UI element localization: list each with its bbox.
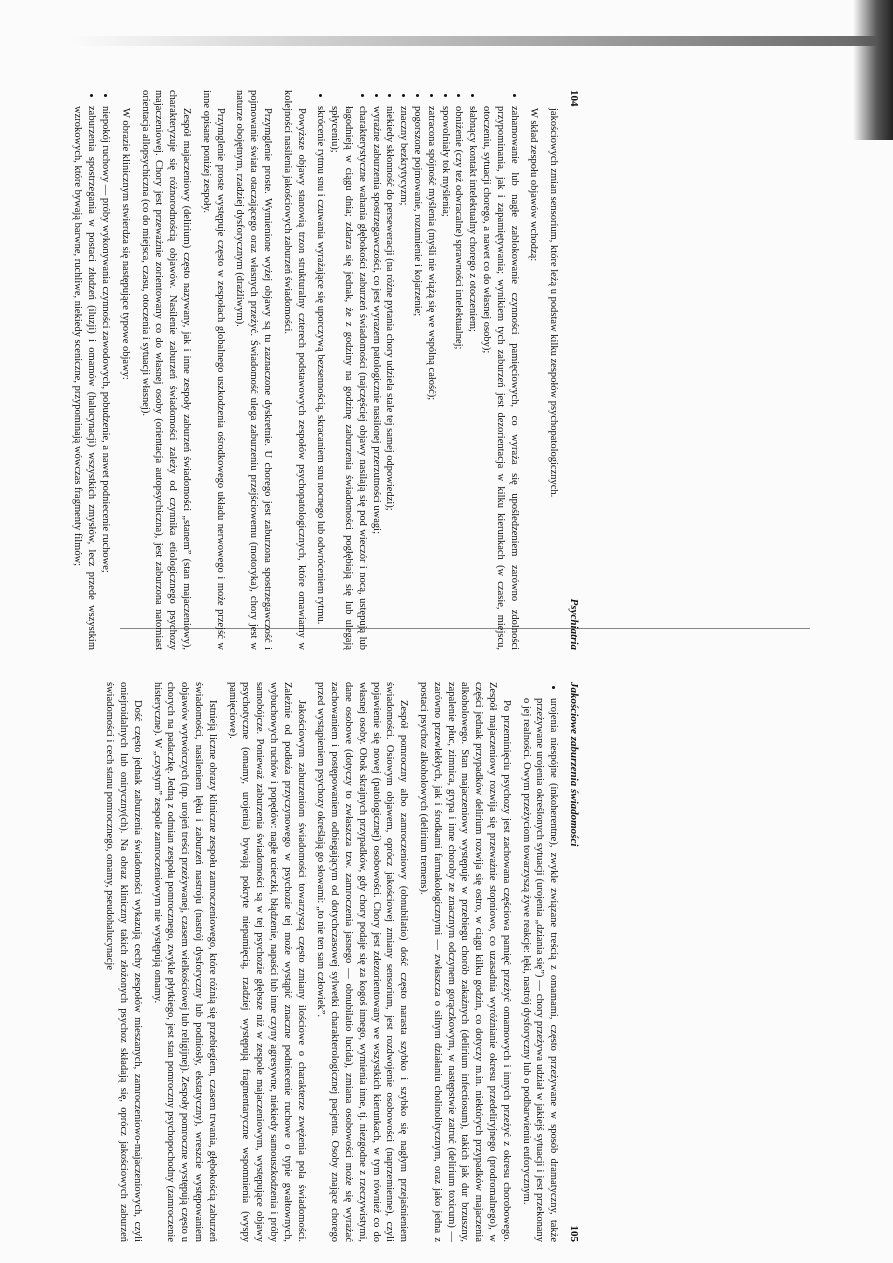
list-item: • niepokój ruchowy — próby wykonywania czynności zawodowych, pobudzenie, a nawet podniecenie ruchowe; xyxy=(98,106,112,650)
paragraph: Dość często jednak zaburzenia świadomości wykazują cechy zespołów mieszanych, zamroczeniowo-majaczeniowych, czyli oniejroidalnych lub oniryczny(ch). Na obraz kliniczny takich złożonych psychoz składają się, oprócz jakościowych zaburzeń świadomości i cech stanu pomrocznego, omamy, pseudohalucynacje xyxy=(104,682,143,1242)
running-title-104: Psychiatria xyxy=(568,598,580,650)
list-item: • zatracona spójność myślenia (myśli nie wiążą się we wspólną całość); xyxy=(424,106,438,650)
list-item: • wyraźne zaburzenia spostrzegawczości, co jest wyrazem patologicznie nasilonej przerzutności uwagi; xyxy=(369,106,383,650)
list-item: • charakterystyczne wahania głębokości zaburzeń świadomości (najczęściej objawy nasilają się pod wieczór i nocą, ustępują lub łagodnieją w ciągu dnia; zdarza się jednak, że z godziny na godzinę zaburzenia świadomości pogłębiają się lub ulegają spłyceniu); xyxy=(327,106,368,650)
symptom-list-2 xyxy=(71,90,112,650)
lead-paragraph: W skład zespołu objawów wchodzą: xyxy=(528,108,540,262)
page-104 xyxy=(0,90,580,650)
page-105 xyxy=(0,682,580,1242)
list-item: • niekiedy skłonność do perseweracji (na różne pytania chory udziela stale tej samej odpowiedzi); xyxy=(383,106,397,650)
intro-paragraph: jakościowych zmian sensorium, które leżą u podstaw kilku zespołów psychopatologicznych. xyxy=(548,108,560,498)
list-item: • urojenia niespójne (inkoherentne), zwykle związane treścią z omamami, często przeżywane w sposób dramatyczny, także przeżywane urojenia określonych sytuacji (urojenia „dziania się”) — chory przeżywa udział w jakiejś sytuacji i jest przekonany o jej realności. Owym przeżyciom towarzyszą żywe reakcje: lęki, nastrój dysforyczny lub o podbarwieniu euforycznym. xyxy=(519,698,560,1242)
list-item: • skrócenie rytmu snu i czuwania wyrażające się uporczywą bezsennością, skracaniem snu nocnego lub odwróceniem rytmu. xyxy=(314,106,328,650)
list-item: • zaburzenia spostrzegania w postaci złudzeń (iluzji) i omamów (halucynacji) wszystkich zmysłów, lecz przede wszystkim wzrokowych, które bywają barwne, ruchliwe, niekiedy sceniczne, przypominają wówczas fragmenty filmów; xyxy=(71,106,99,650)
scan-shadow-top xyxy=(70,36,890,46)
paragraph: Po przeminięciu psychozy jest zachowana częściowa pamięć przeżyć omamowych i innych przeżyć z okresu chorobowego. Zespół majaczeniowy rozwija się przeważnie stopniowo, co uzasadnia wyróżnianie okresu przedeliryjnego (prodromalnego), w części jednak przypadków delirium rozwija się ostro, w ciągu kilku godzin, co dotyczy m.in. niektórych przypadków majaczenia alkoholowego. Stan majaczeniowy występuje w przebiegu chorób zakaźnych (delirium infectiosum), takich jak dur brzuszny, zapalenie płuc, zimnica, grypa i inne choroby ze znacznym odczynem gorączkowym, w następstwie zatruć (delirium toxicum) — zarówno przewlekłych, jak i środkami farmakologicznymi — zwłaszcza o silnym działaniu cholinolitycznym, oraz jako jedna z postaci psychoz alkoholowych (delirium tremens). xyxy=(418,682,512,1242)
list-item: • słabnący kontakt intelektualny chorego z otoczeniem; xyxy=(465,106,479,650)
page-number-105: 105 xyxy=(568,1225,580,1242)
page-header xyxy=(566,682,580,1242)
paragraph: Zespół majaczeniowy (delirium) często nazywany, jak i inne zespoły zaburzeń świadomości „stanem” (stan majaczeniowy), charakteryzuje się różnorodnością objawów. Nasilenie zaburzeń świadomości zależy od czynnika etiologicznego psychozy majaczeniowej. Chory jest przeważnie zorientowany co do własnej osoby (orientacja autopsychiczna), jest zaburzona natomiast orientacja allopsychiczna (co do miejsca, czasu, otoczenia i sytuacji własnej). xyxy=(139,90,193,650)
paragraph: W obrazie klinicznym stwierdza się następujące typowe objawy: xyxy=(119,108,131,380)
list-item: • spowolniały tok myślenia; xyxy=(438,106,452,650)
running-title-105: Jakościowe zaburzenia świadomości xyxy=(568,682,580,847)
paragraph: Przymglenie proste. Wymienione wyżej objawy są tu zaznaczone dyskretnie. U chorego jest zaburzona spostrzegawczość i pojmowanie świata otaczającego oraz własnych przeżyć. Świadomość ulega zaburzeniu przejściowemu (motoryka), chory jest w naturze obojętnym, rzadziej dysforycznym (drażliwym). xyxy=(234,90,274,650)
list-item: • obniżenie (czy też odwracalne) sprawności intelektualnej; xyxy=(452,106,466,650)
paragraph: Przymglenie proste występuje często w zespołach globalnego uszkodzenia ośrodkowego układu nerwowego i może przejść w inne opisane poniżej zespoły. xyxy=(200,90,226,650)
list-item: • zahamowanie lub nagłe zablokowanie czynności pamięciowych, co wyraża się upośledzeniem zarówno zdolności przypominania, jak i zapamiętywania; wynikiem tych zaburzeń jest dezorientacja w kilku kierunkach (w czasie, miejscu, otoczeniu, sytuacji chorego, a nawet co do własnej osoby); xyxy=(479,106,520,650)
paragraph: Zespół pomroczny albo zamroczeniowy (obnubilatio) dość często narasta szybko i szybko się nagłym przejaśnieniem świadomości. Osiowym objawem, oprócz jakościowej zmiany sensorium, jest rozdwojenie osobowości (naprzemienne), czyli pojawienie się nowej (patologicznej) osobowości. Chory jest zdezorientowany we wszystkich kierunkach, w tym również co do własnej osoby. Obok skrajnych przypadków, gdy chory podaje się za kogoś innego, wymienia inne, tj. niezgodne z rzeczywistymi, dane osobowe (dotyczy to zwłaszcza tzw. zamroczenia jasnego — obnubilatio lucida), zmiana osobowości może się wyrażać zachowaniem i postępowaniem odbiegającym od dotychczasowej sylwetki charakterologicznej pacjenta. Osoby znające chorego przed wystąpieniem psychozy określają go słowami: „to nie ten sam człowiek”. xyxy=(315,682,410,1242)
paragraph: Istnieją liczne obrazy kliniczne zespołu zamroczeniowego, które różnią się przebiegiem, czasem trwania, głębokością zaburzeń świadomości, nasileniem lęku i zaburzeń nastroju (nastrój dysforyczny lub podniosły, ekstatyczny), wreszcie występowaniem objawów wytwórczych (np. urojeń treści przeżywanej, czasem wielkościowej lub religijnej). Zespoły pomroczne występują często u chorych na padaczkę. Jedną z odmian zespołu pomrocznego, zwykle płytkiego, jest stan pomroczny psychopochodny (zamroczenie histeryczne). W „czystym” zespole zamroczeniowym nie występują omamy. xyxy=(151,682,218,1242)
symptom-list xyxy=(314,90,521,650)
paragraph: Powyższe objawy stanowią trzon strukturalny czterech podstawowych zespołów psychopatologicznych, które omawiamy w kolejności nasilenia jakościowych zaburzeń świadomości. xyxy=(281,90,307,650)
symptom-list xyxy=(519,682,560,1242)
list-item: • znaczny bezkrytycyzm; xyxy=(396,106,410,650)
page-number-104: 104 xyxy=(568,90,580,107)
scan-shadow-edge xyxy=(853,0,893,140)
page-header xyxy=(566,90,580,650)
list-item: • pogorszone pojmowanie, rozumienie i kojarzenie; xyxy=(410,106,424,650)
paragraph: Jakościowym zaburzeniom świadomości towarzyszą często zmiany ilościowe o charakterze zwężenia pola świadomości. Zależnie od podłoża przyczynowego w psychozie tej może wystąpić znaczne podniecenie ruchowe o typie gwałtownych, wybuchowych ruchów i popędów: nagłe ucieczki, błądzenie, napaści lub inne czyny agresywne, niekiedy samouszkodzenia i próby samobójcze. Ponieważ zaburzenia świadomości są w tej psychozie głębsze niż w zespole majaczeniowym, występujące objawy psychotyczne (omamy, urojenia) bywają pokryte niepamięcią, rzadziej występują fragmentaryczne wspomnienia (wyspy pamięciowe). xyxy=(226,682,307,1242)
